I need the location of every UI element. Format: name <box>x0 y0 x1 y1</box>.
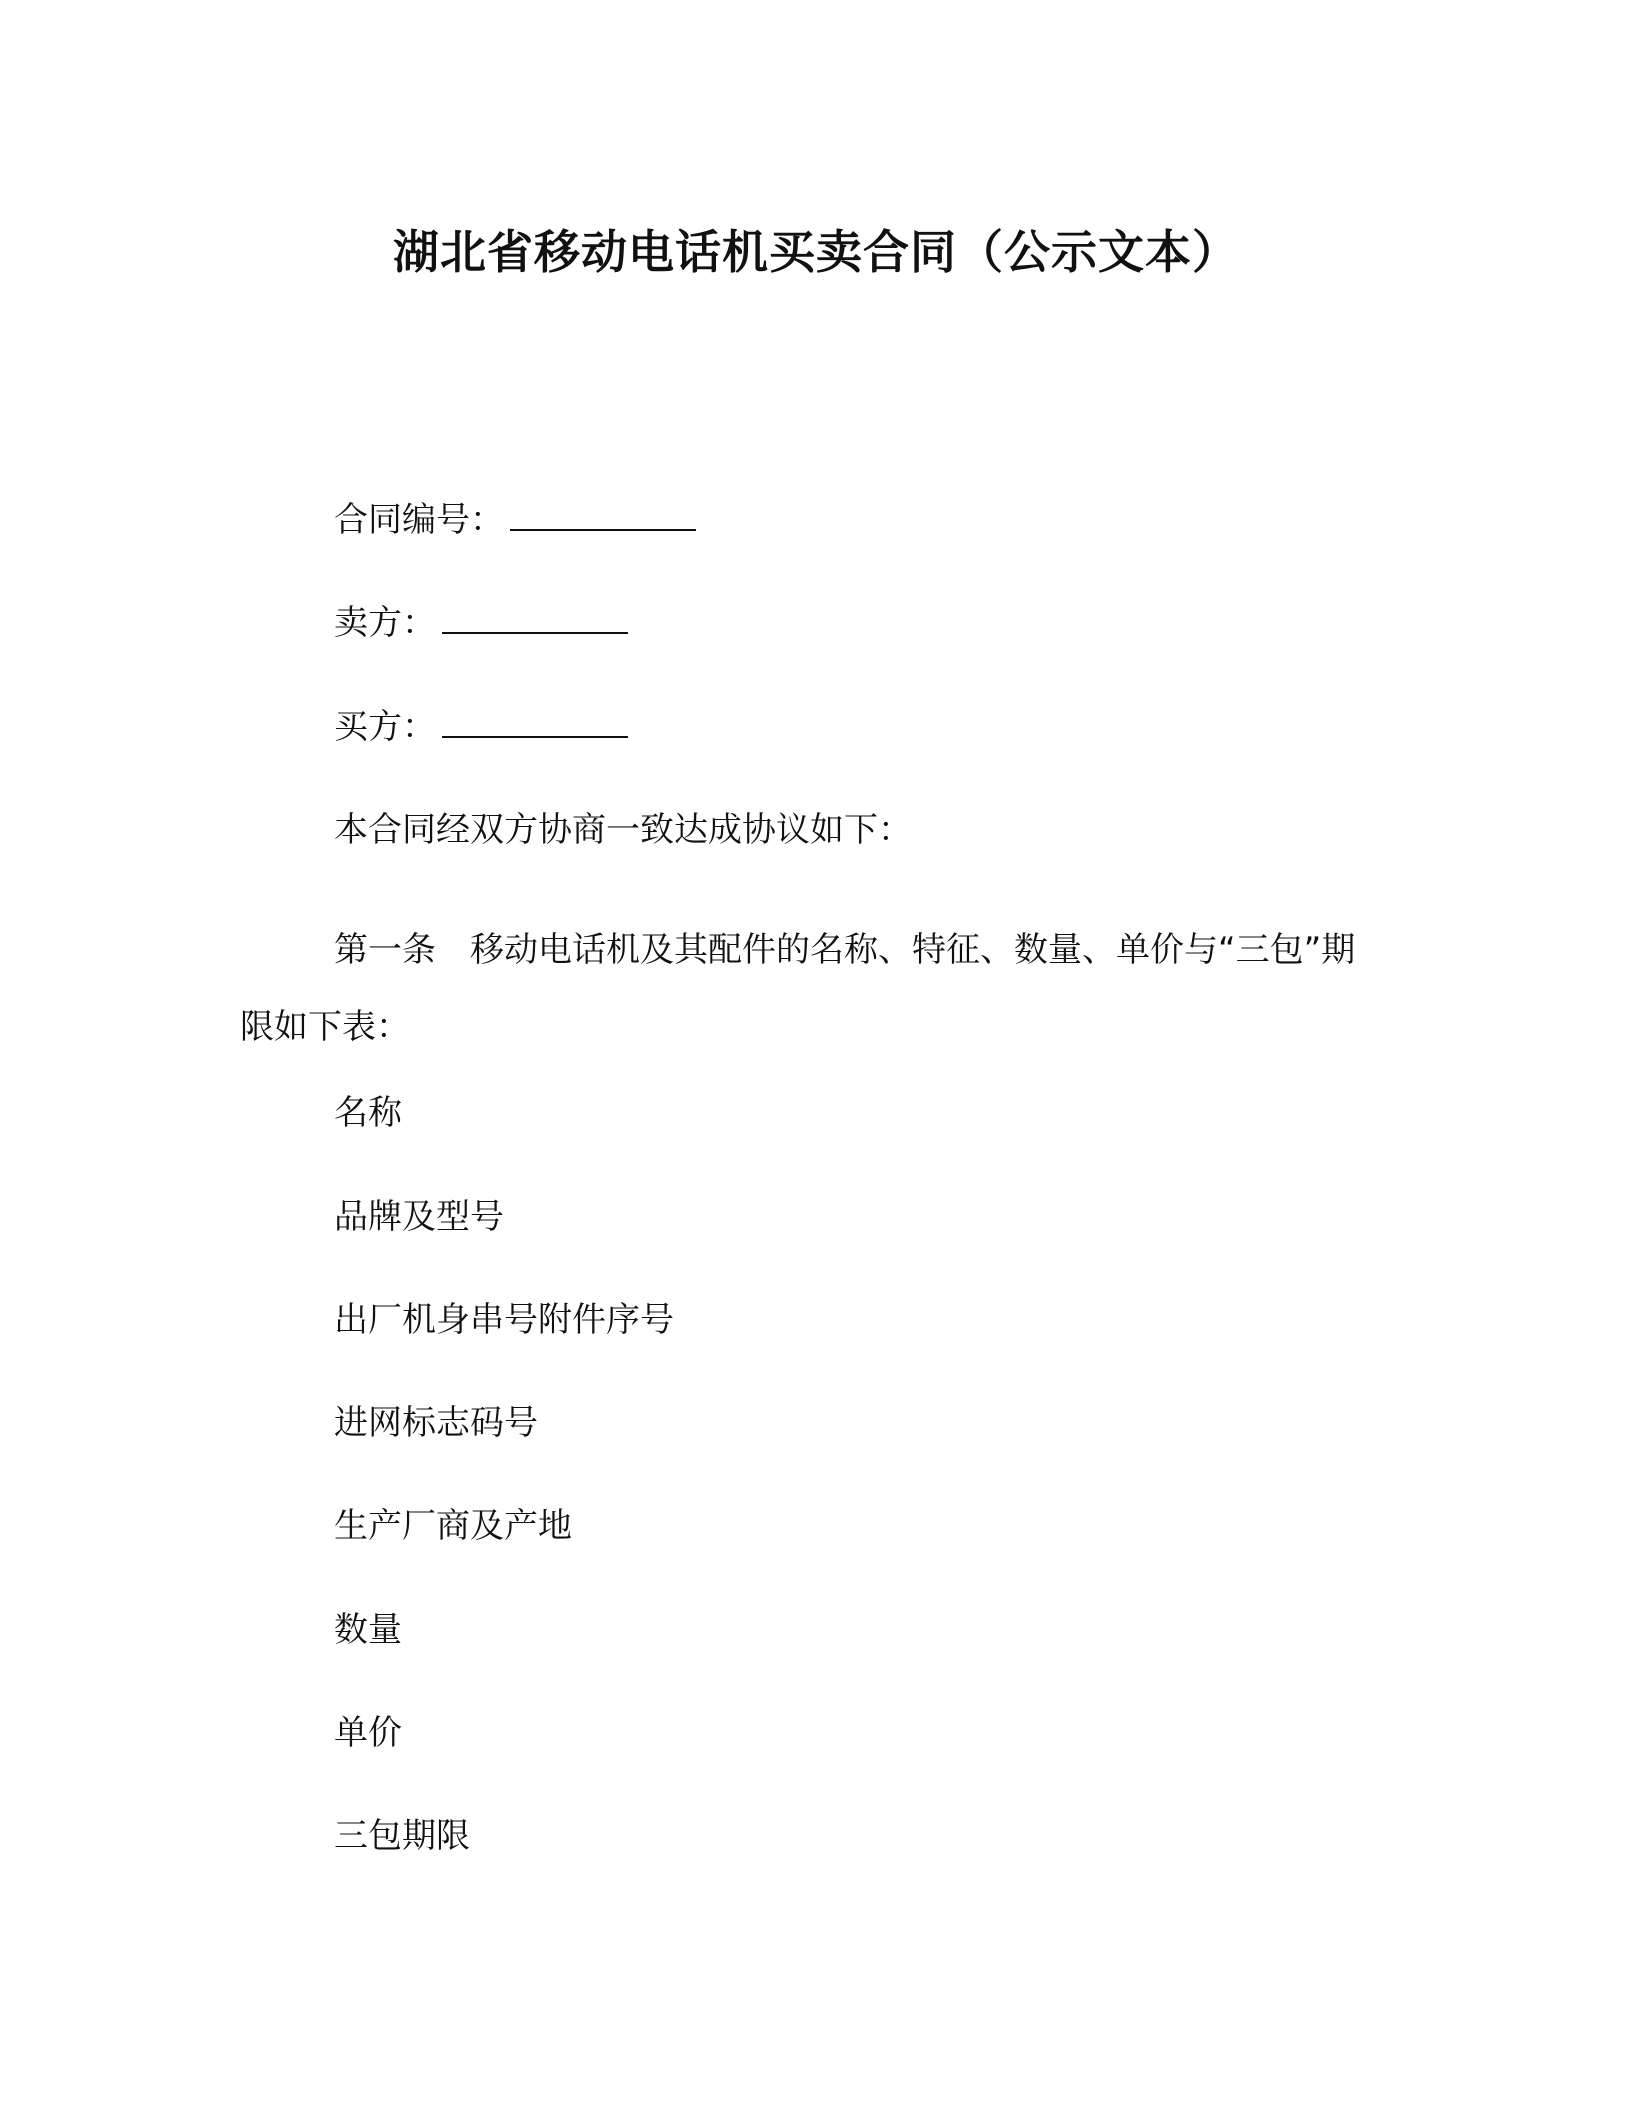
table-header-network-code: 进网标志码号 <box>334 1403 538 1443</box>
table-header-manufacturer: 生产厂商及产地 <box>334 1506 572 1546</box>
buyer-field <box>334 705 628 749</box>
article-one-paragraph: 第一条 移动电话机及其配件的名称、特征、数量、单价与“三包”期限如下表： <box>240 930 1356 1047</box>
buyer-label: 买方： <box>334 707 436 747</box>
contract-number-label: 合同编号： <box>334 500 504 540</box>
contract-number-blank <box>510 499 696 531</box>
buyer-blank <box>442 706 628 738</box>
table-header-quantity: 数量 <box>334 1610 402 1650</box>
intro-paragraph: 本合同经双方协商一致达成协议如下： <box>334 810 912 850</box>
table-header-serial-number: 出厂机身串号附件序号 <box>334 1300 674 1340</box>
table-header-warranty-period: 三包期限 <box>334 1816 470 1856</box>
table-header-brand-model: 品牌及型号 <box>334 1197 504 1237</box>
seller-blank <box>442 602 628 634</box>
page-title: 湖北省移动电话机买卖合同（公示文本） <box>393 225 1239 279</box>
contract-number-field <box>334 498 696 542</box>
table-header-name: 名称 <box>334 1093 402 1133</box>
table-header-unit-price: 单价 <box>334 1713 402 1753</box>
seller-label: 卖方： <box>334 603 436 643</box>
seller-field <box>334 601 628 645</box>
